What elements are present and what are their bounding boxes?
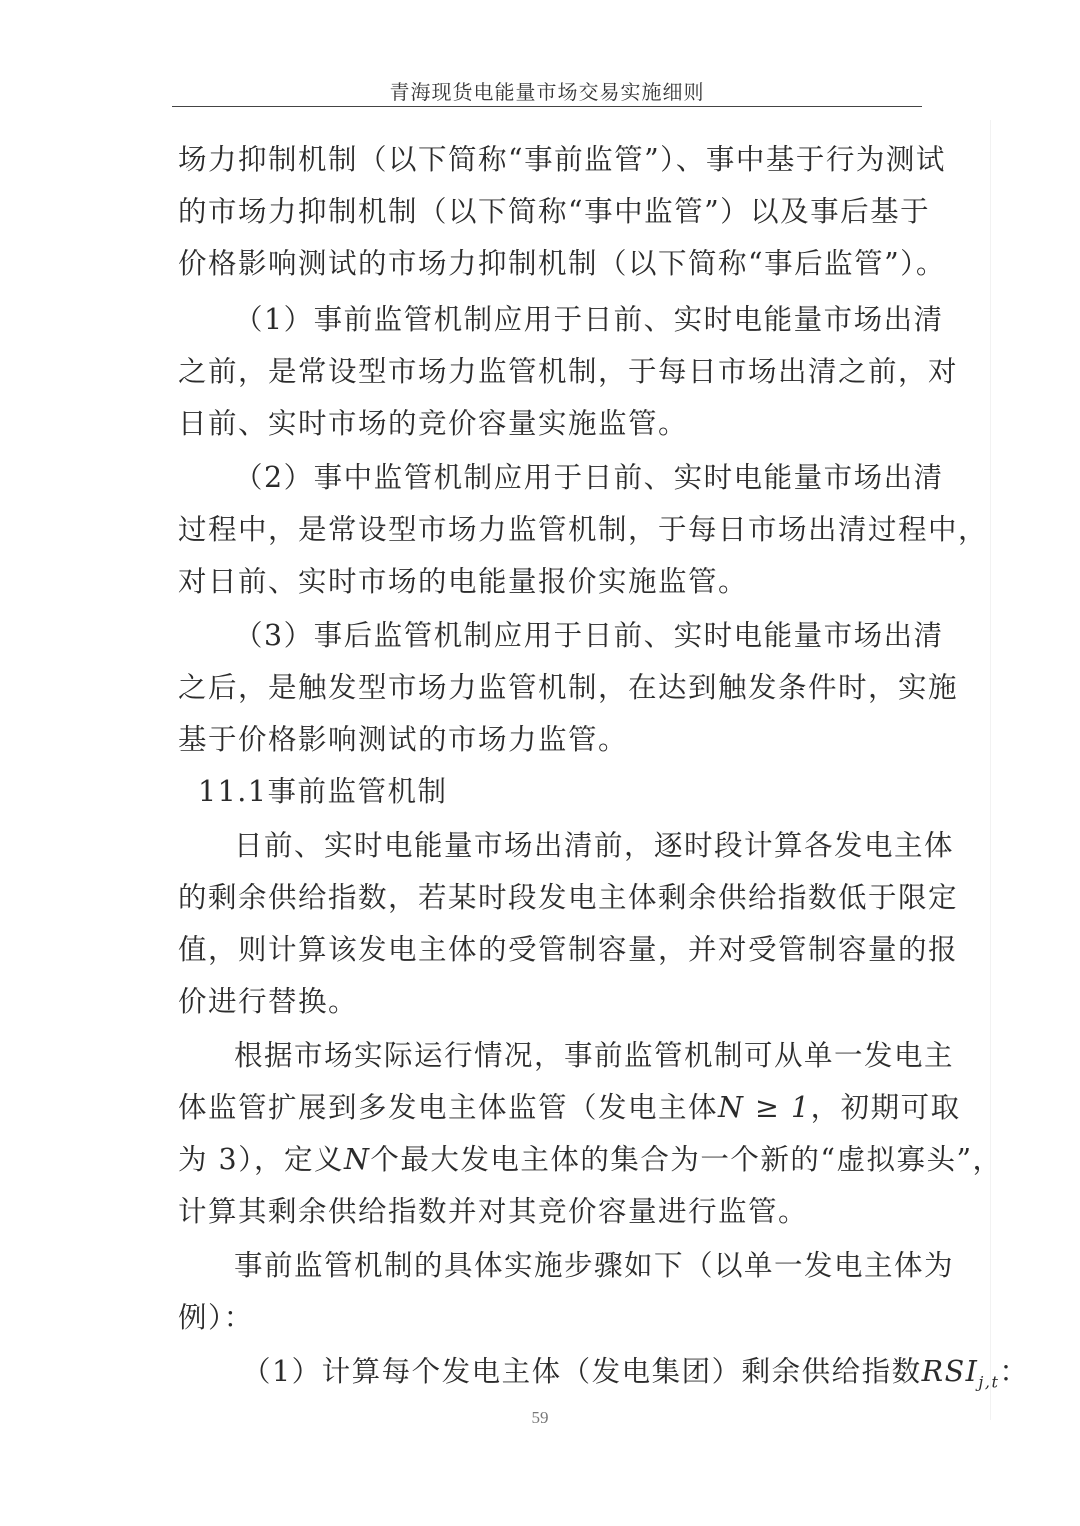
paragraph-line: （1）事前监管机制应用于日前、实时电能量市场出清 xyxy=(234,303,944,336)
paragraph-line: 的市场力抑制机制（以下简称“事中监管”）以及事后基于 xyxy=(178,195,931,228)
formula-n: N xyxy=(343,1143,371,1176)
text-segment: 体监管扩展到多发电主体监管（发电主体 xyxy=(178,1091,719,1124)
paragraph-line: 之后，是触发型市场力监管机制，在达到触发条件时，实施 xyxy=(178,671,959,704)
paragraph-line-with-formula xyxy=(178,1082,961,1134)
paragraph-line: （2）事中监管机制应用于日前、实时电能量市场出清 xyxy=(234,461,944,494)
paragraph-line-with-formula xyxy=(242,1346,1029,1409)
formula-rsi: RSI xyxy=(921,1355,979,1388)
paragraph-line: 对日前、实时市场的电能量报价实施监管。 xyxy=(178,565,749,598)
paragraph-line: 价格影响测试的市场力抑制机制（以下简称“事后监管”）。 xyxy=(178,247,946,280)
paragraph-line: 过程中，是常设型市场力监管机制，于每日市场出清过程中， xyxy=(178,513,989,546)
paragraph-line: 值，则计算该发电主体的受管制容量，并对受管制容量的报 xyxy=(178,933,959,966)
page-number: 59 xyxy=(531,1408,549,1427)
formula-rsi-subscript: j,t xyxy=(978,1372,1000,1392)
paragraph-line: 基于价格影响测试的市场力监管。 xyxy=(178,723,629,756)
header-divider xyxy=(172,106,922,107)
paragraph-line: 之前，是常设型市场力监管机制，于每日市场出清之前，对 xyxy=(178,355,959,388)
paragraph-line: （3）事后监管机制应用于日前、实时电能量市场出清 xyxy=(234,619,944,652)
paragraph-line: 根据市场实际运行情况，事前监管机制可从单一发电主 xyxy=(234,1039,955,1072)
text-segment: ，初期可取 xyxy=(810,1091,961,1124)
text-segment: 个最大发电主体的集合为一个新的“虚拟寡头”， xyxy=(370,1143,1003,1176)
scan-edge-shadow xyxy=(990,120,991,1420)
running-header: 青海现货电能量市场交易实施细则 xyxy=(389,80,705,104)
text-segment: ： xyxy=(999,1355,1030,1388)
paragraph-line: 日前、实时电能量市场出清前，逐时段计算各发电主体 xyxy=(234,829,955,862)
paragraph-line: 计算其剩余供给指数并对其竞价容量进行监管。 xyxy=(178,1195,809,1228)
paragraph-line: 事前监管机制的具体实施步骤如下（以单一发电主体为 xyxy=(234,1249,955,1282)
paragraph-line: 价进行替换。 xyxy=(178,985,359,1018)
paragraph-line: 日前、实时市场的竞价容量实施监管。 xyxy=(178,407,689,440)
formula-n-geq-1: N ≥ 1 xyxy=(718,1091,811,1124)
paragraph-line: 场力抑制机制（以下简称“事前监管”）、事中基于行为测试 xyxy=(178,143,946,176)
paragraph-line-with-formula xyxy=(178,1134,1003,1186)
paragraph-line: 例）： xyxy=(178,1301,254,1334)
paragraph-line: 的剩余供给指数，若某时段发电主体剩余供给指数低于限定 xyxy=(178,881,959,914)
text-segment: （1）计算每个发电主体（发电集团）剩余供给指数 xyxy=(242,1355,922,1388)
section-heading: 11.1事前监管机制 xyxy=(198,775,448,808)
text-segment: 为 3），定义 xyxy=(178,1143,344,1176)
